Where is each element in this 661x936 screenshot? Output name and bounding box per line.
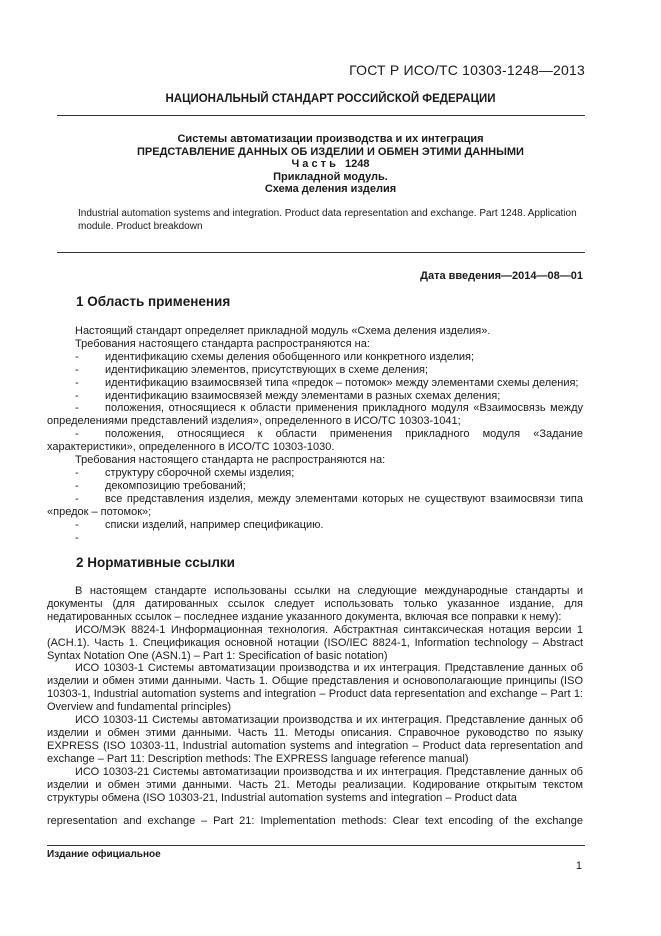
english-title: Industrial automation systems and integration. Product data representation and exchange. Part 1248. Application module. Product breakdown — [78, 208, 577, 232]
continuation-line — [47, 815, 583, 828]
list-dash: - — [75, 363, 79, 376]
list-dash: - — [75, 428, 79, 441]
title-line-4: Прикладной модуль. — [273, 170, 388, 183]
section-1-heading: 1 Область применения — [76, 294, 231, 309]
list-item: - все представления изделия, между элементами которых не существуют взаимосвязи типа «предок – потомок»; — [47, 492, 583, 518]
standard-title: НАЦИОНАЛЬНЫЙ СТАНДАРТ РОССИЙСКОЙ ФЕДЕРАЦИИ — [165, 93, 496, 105]
title-rule-bottom — [57, 252, 585, 253]
title-rule-top — [57, 115, 585, 116]
list-dash: - — [75, 402, 79, 415]
paragraph-continuation: representation and exchange – Part 21: Implementation methods: Clear text encoding of the exchange — [47, 815, 583, 827]
list-dash: - — [75, 492, 79, 505]
list-item: - положения, относящиеся к области применения прикладного модуля «Задание характеристики», определенного в ИСО/ТС 10303-1030. — [47, 428, 583, 454]
list-item: - идентификацию элементов, присутствующих в схеме деления; — [75, 363, 429, 376]
list-item: - декомпозицию требований; — [75, 479, 246, 492]
paragraph: Настоящий стандарт определяет прикладной модуль «Схема деления изделия». — [75, 325, 491, 337]
edition-label: Издание официальное — [47, 849, 161, 860]
title-part: Ч а с т ь 1248 — [291, 158, 370, 170]
list-dash: - — [75, 466, 79, 479]
footer-rule — [47, 845, 585, 846]
section-2-body — [47, 585, 583, 804]
list-item: - положения, относящиеся к области применения прикладного модуля «Взаимосвязь между определениями представлений изделия», определенного в ИСО/ТС 10303-1041; — [47, 402, 583, 428]
paragraph: ИСО 10303-11 Системы автоматизации производства и их интеграция. Представление данных об изделии и обмен этими данными. Часть 11. Методы описания. Справочное руководство по языку EXPRESS (ISO 10303-11, Industrial automation systems and integration – Product data representation and exchange – Part 11: Description methods: The EXPRESS language reference manual) — [47, 714, 583, 765]
list-item — [47, 532, 583, 545]
document-title-block — [0, 133, 661, 196]
introduction-date: Дата введения—2014—08—01 — [420, 270, 583, 282]
list-dash: - — [75, 389, 79, 402]
list-dash: - — [75, 350, 79, 363]
title-line-2: ПРЕДСТАВЛЕНИЕ ДАННЫХ ОБ ИЗДЕЛИИ И ОБМЕН ЭТИМИ ДАННЫМИ — [137, 145, 524, 158]
list-item: - идентификацию схемы деления обобщенного или конкретного изделия; — [75, 350, 475, 363]
list-item: - идентификацию взаимосвязей между элементами в разных схемах деления; — [75, 389, 501, 402]
list-dash: - — [75, 531, 79, 544]
paragraph: ИСО 10303-1 Системы автоматизации производства и их интеграция. Представление данных об изделии и обмен этими данными. Часть 1. Общие представления и основополагающие принципы (ISO 10303-1, Industrial automation systems and integration – Product data representation and exchange – Part 1: Overview and fundamental principles) — [47, 662, 583, 714]
title-line-5: Схема деления изделия — [264, 183, 397, 195]
section-2-heading: 2 Нормативные ссылки — [76, 555, 235, 570]
list-dash: - — [75, 479, 79, 492]
page-number: 1 — [575, 860, 582, 872]
list-item: - структуру сборочной схемы изделия; — [75, 466, 295, 479]
document-code: ГОСТ Р ИСО/ТС 10303-1248—2013 — [349, 62, 585, 78]
paragraph: ИСО/МЭК 8824-1 Информационная технология. Абстрактная синтаксическая нотация версии 1 (АСН.1). Часть 1. Спецификация основной нотации (ISO/IEC 8824-1, Information technology – Abstract Syntax Notation One (ASN.1) – Part 1: Specification of basic notation) — [47, 623, 583, 662]
title-line-1: Системы автоматизации производства и их интеграция — [177, 133, 484, 145]
section-1-body — [47, 325, 583, 544]
list-dash: - — [75, 376, 79, 389]
paragraph: ИСО 10303-21 Системы автоматизации производства и их интеграция. Представление данных об изделии и обмен этими данными. Часть 21. Методы реализации. Кодирование открытым текстом структуры обмена (ISO 10303-21, Industrial automation systems and integration – Product data — [47, 765, 583, 804]
paragraph: Требования настоящего стандарта не распространяются на: — [75, 454, 386, 467]
list-item: - списки изделий, например спецификацию. — [75, 518, 324, 531]
list-item: - идентификацию взаимосвязей типа «предок – потомок» между элементами схемы деления; — [75, 376, 579, 389]
paragraph: В настоящем стандарте использованы ссылки на следующие международные стандарты и документы (для датированных ссылок следует использовать только указанное издание, для недатированных ссылок – последнее издание указанного документа, включая все поправки к нему): — [47, 585, 583, 623]
paragraph: Требования настоящего стандарта распространяются на: — [75, 337, 370, 350]
list-dash: - — [75, 518, 79, 531]
